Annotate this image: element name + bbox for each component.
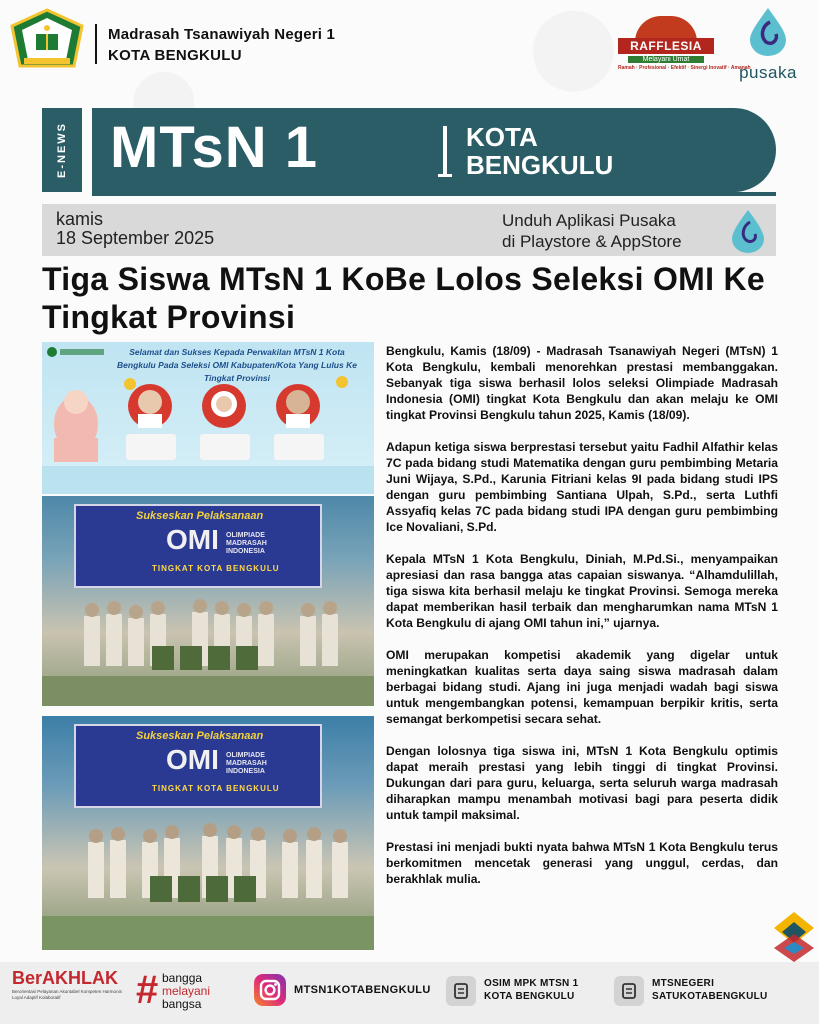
date-day: kamis — [56, 209, 104, 229]
group-photo-1 — [42, 496, 374, 706]
instagram-icon[interactable] — [254, 974, 286, 1006]
banner-underline — [92, 192, 776, 196]
berakhlak-brand: BerAKHLAK — [12, 968, 119, 988]
banner-divider-foot — [438, 174, 452, 177]
pusaka-drop-icon — [730, 208, 766, 254]
web-line2[interactable]: SATUKOTABENGKULU — [652, 991, 768, 1002]
web-line1[interactable]: MTSNEGERI — [652, 978, 715, 989]
osim-icon[interactable] — [446, 976, 476, 1006]
article-paragraph: Prestasi ini menjadi bukti nyata bahwa MTsN 1 Kota Bengkulu terus berkomitmen mencetak generasi yang unggul, cerdas, dan berakhlak mulia. — [386, 840, 778, 886]
institution-name: Madrasah Tsanawiyah Negeri 1 — [108, 26, 336, 43]
pusaka-drop-icon — [748, 6, 788, 56]
article-paragraph: Bengkulu, Kamis (18/09) - Madrasah Tsanawiyah Negeri (MTsN) 1 Kota Bengkulu, kembali menorehkan prestasi membanggakan. Sebanyak tiga siswa berhasil lolos seleksi Olimpiade Madrasah Indonesia (OMI) tingkat Kota Bengkulu dan akan melaju ke OMI tingkat Provinsi Bengkulu tahun 2025, Kamis (18/09). — [386, 344, 778, 422]
article-body — [386, 343, 778, 903]
osim-line1[interactable]: OSIM MPK MTSN 1 — [484, 978, 579, 989]
poster-title: Selamat dan Sukses Kepada Perwakilan MTsN 1 Kota Bengkulu Pada Seleksi OMI Kabupaten/Kota Yang Lulus Ke Tingkat Provinsi — [117, 347, 357, 383]
header-divider — [95, 24, 97, 64]
group-photo-2 — [42, 716, 374, 950]
article-paragraph: Dengan lolosnya tiga siswa ini, MTsN 1 Kota Bengkulu optimis dapat meraih prestasi yang lebih tinggi di tingkat Provinsi. Dukungan dari para guru, keluarga, serta seluruh warga madrasah diharapkan mampu menambah motivasi bagi para peserta didik untuk tampil maksimal. — [386, 744, 778, 822]
berakhlak-tagline: Berorientasi Pelayanan Akuntabel Kompeten Harmonis Loyal Adaptif Kolaboratif — [12, 989, 122, 1000]
event-banner-title: Sukseskan Pelaksanaan — [136, 510, 264, 522]
date-full: 18 September 2025 — [56, 228, 215, 248]
event-banner-subtitle: OLIMPIADE MADRASAH INDONESIA — [226, 532, 267, 555]
header — [0, 0, 819, 92]
institution-city: KOTA BENGKULU — [108, 47, 242, 64]
app-download-line1: Unduh Aplikasi Pusaka — [502, 211, 676, 230]
bangga-line1: bangga — [162, 971, 203, 985]
group-photo-2-people — [42, 716, 374, 950]
event-banner-brand: OMI — [166, 744, 219, 775]
rafflesia-values: Ramah · Profesional · Efektif · Sinergi Inovatif · Amanah — [618, 65, 751, 71]
kemenag-logo-icon — [10, 8, 84, 72]
event-banner-level: TINGKAT KOTA BENGKULU — [152, 564, 280, 573]
congratulation-poster — [42, 342, 374, 494]
osim-line2[interactable]: KOTA BENGKULU — [484, 991, 575, 1002]
banner-divider — [443, 126, 447, 176]
web-icon[interactable] — [614, 976, 644, 1006]
hash-icon: # — [136, 968, 159, 1012]
enews-banner — [42, 108, 776, 196]
instagram-handle[interactable]: MTSN1KOTABENGKULU — [294, 984, 431, 996]
bangga-line2: melayani — [162, 984, 211, 998]
footer — [0, 962, 819, 1024]
article-paragraph: OMI merupakan kompetisi akademik yang digelar untuk meningkatkan kualitas serta daya saing siswa madrasah dalam berbagai bidang studi. Ajang ini juga menjadi wadah bagi siswa untuk mengembangkan potensi, kemampuan berpikir kritis, serta semangat berkompetisi secara sehat. — [386, 648, 778, 726]
article-paragraph: Kepala MTsN 1 Kota Bengkulu, Diniah, M.Pd.Si., menyampaikan apresiasi dan rasa bangga atas capaian siswanya. “Alhamdulillah, tiga siswa kita berhasil melaju ke tingkat Provinsi. Semoga mereka dapat memberikan hasil terbaik dan mengharumkan nama MTsN 1 Kota Bengkulu di ajang OMI tahun ini,” ujarnya. — [386, 552, 778, 630]
banner-city-line2: BENGKULU — [466, 150, 614, 180]
headline: Tiga Siswa MTsN 1 KoBe Lolos Seleksi OMI Ke Tingkat Provinsi — [42, 261, 766, 335]
group-photo-1-people — [42, 496, 374, 706]
event-banner-brand: OMI — [166, 524, 219, 555]
ornament-icon — [772, 910, 816, 964]
event-banner-title: Sukseskan Pelaksanaan — [136, 730, 264, 742]
rafflesia-logo-icon — [618, 16, 751, 80]
poster-illustration — [42, 342, 374, 494]
banner-side-label: E-NEWS — [56, 122, 68, 178]
pusaka-logo — [732, 6, 804, 82]
app-download-line2: di Playstore & AppStore — [502, 232, 682, 251]
banner-title: MTsN 1 — [110, 115, 318, 180]
bangga-melayani-logo — [136, 968, 246, 1018]
bangga-line3: bangsa — [162, 997, 202, 1011]
rafflesia-tagline: Melayani Umat — [628, 56, 704, 63]
event-banner-subtitle: OLIMPIADE MADRASAH INDONESIA — [226, 752, 267, 775]
article-paragraph: Adapun ketiga siswa berprestasi tersebut yaitu Fadhil Alfathir kelas 7C pada bidang studi Matematika dengan guru pembimbing Metaria Juni Wijaya, S.Pd., Karunia Fitriani kelas 9I pada bidang studi IPS dengan guru pembimbing Santiana Ulpah, S.Pd., serta Luthfi Assyafiq kelas 7C pada bidang studi IPA dengan guru pembimbing Ice Novaliani, S.Pd. — [386, 440, 778, 534]
date-bar — [42, 204, 776, 256]
banner-city-line1: KOTA — [466, 122, 538, 152]
event-banner-level: TINGKAT KOTA BENGKULU — [152, 784, 280, 793]
pusaka-brand: pusaka — [739, 63, 797, 82]
rafflesia-brand: RAFFLESIA — [618, 38, 714, 54]
berakhlak-logo — [12, 968, 132, 1018]
